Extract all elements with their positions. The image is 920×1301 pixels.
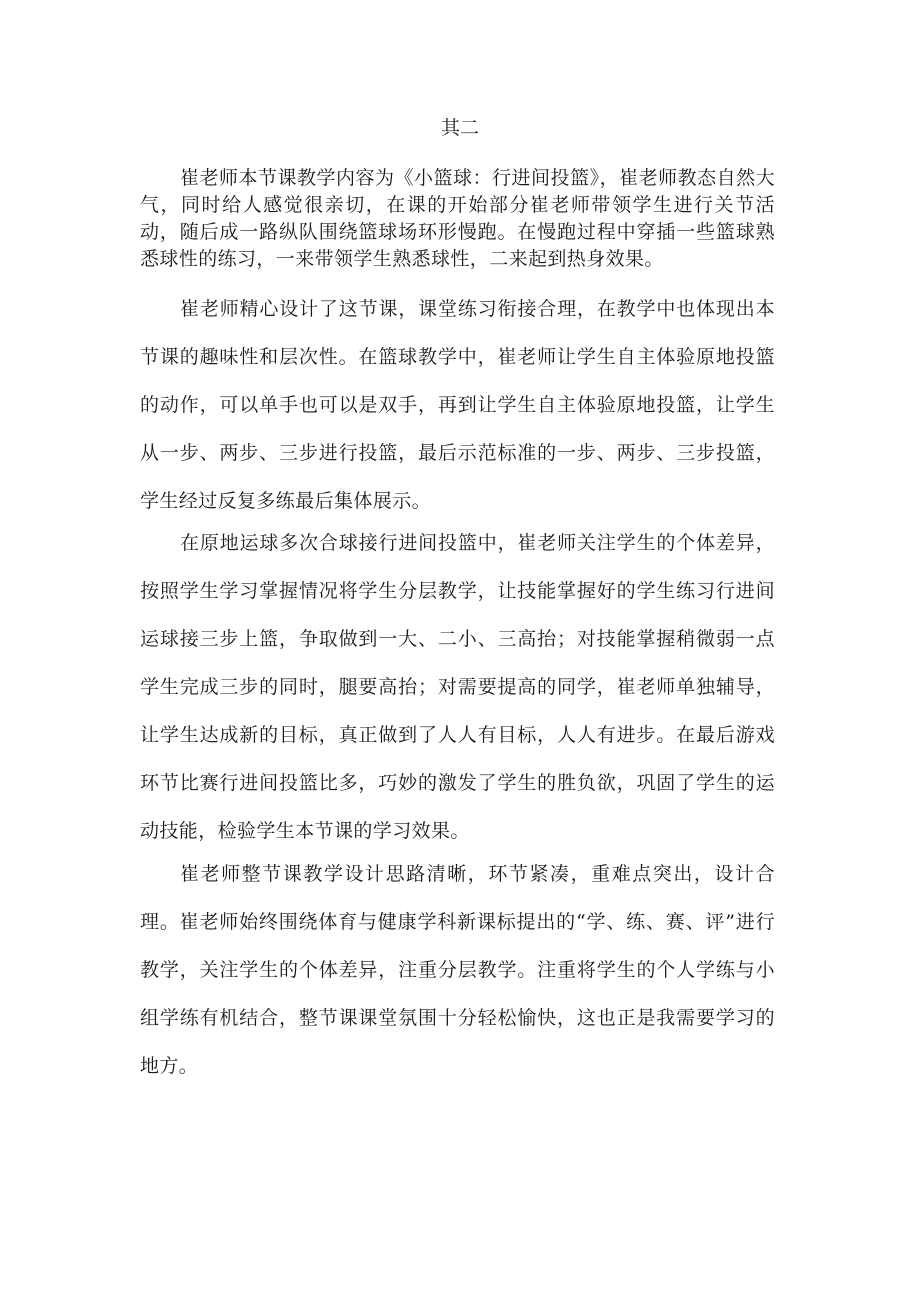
document-title: 其二 [440,117,479,139]
paragraph-2: 崔老师精心设计了这节课，课堂练习衔接合理，在教学中也体现出本节课的趣味性和层次性。在篮球教学中，崔老师让学生自主体验原地投篮的动作，可以单手也可以是双手，再到让学生自主体验原地投篮，让学生从一步、两步、三步进行投篮，最后示范标准的一步、两步、三步投篮，学生经过反复多练最后集体展示。 [140,298,775,512]
paragraph-3: 在原地运球多次合球接行进间投篮中，崔老师关注学生的个体差异，按照学生学习掌握情况将学生分层教学，让技能掌握好的学生练习行进间运球接三步上篮，争取做到一大、二小、三高抬；对技能掌握稍微弱一点学生完成三步的同时，腿要高抬；对需要提高的同学，崔老师单独辅导，让学生达成新的目标，真正做到了人人有目标，人人有进步。在最后游戏环节比赛行进间投篮比多，巧妙的激发了学生的胜负欲，巩固了学生的运动技能，检验学生本节课的学习效果。 [140,532,775,842]
paragraph-4: 崔老师整节课教学设计思路清晰，环节紧凑，重难点突出，设计合理。崔老师始终围绕体育与健康学科新课标提出的“学、练、赛、评”进行教学，关注学生的个体差异，注重分层教学。注重将学生的个人学练与小组学练有机结合，整节课课堂氛围十分轻松愉快，这也正是我需要学习的地方。 [140,863,775,1077]
paragraph-1: 崔老师本节课教学内容为《小篮球：行进间投篮》，崔老师教态自然大气，同时给人感觉很亲切，在课的开始部分崔老师带领学生进行关节活动，随后成一路纵队围绕篮球场环形慢跑。在慢跑过程中穿插一些篮球熟悉球性的练习，一来带领学生熟悉球性，二来起到热身效果。 [140,167,775,270]
